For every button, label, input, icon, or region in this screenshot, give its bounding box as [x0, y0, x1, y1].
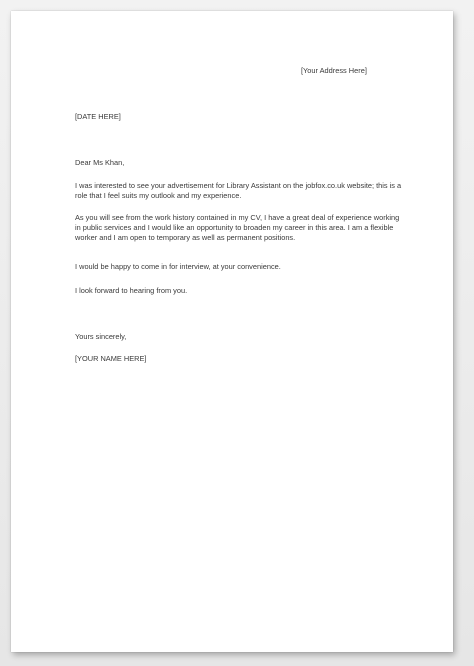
letter-page — [11, 11, 453, 652]
signature-name: [YOUR NAME HERE] — [75, 354, 147, 363]
salutation: Dear Ms Khan, — [75, 158, 125, 167]
body-paragraph-1: I was interested to see your advertisement for Library Assistant on the jobfox.co.uk website; this is a role that I feel suits my outlook and my experience. — [75, 181, 402, 201]
body-paragraph-4: I look forward to hearing from you. — [75, 286, 188, 295]
complimentary-close: Yours sincerely, — [75, 332, 127, 341]
sender-address: [Your Address Here] — [301, 66, 367, 75]
letter-date: [DATE HERE] — [75, 112, 121, 121]
body-paragraph-2: As you will see from the work history contained in my CV, I have a great deal of experience working in public services and I would like an opportunity to broaden my career in this area. I am a flexible worker and I am open to temporary as well as permanent positions. — [75, 213, 400, 243]
body-paragraph-3: I would be happy to come in for interview, at your convenience. — [75, 262, 281, 271]
